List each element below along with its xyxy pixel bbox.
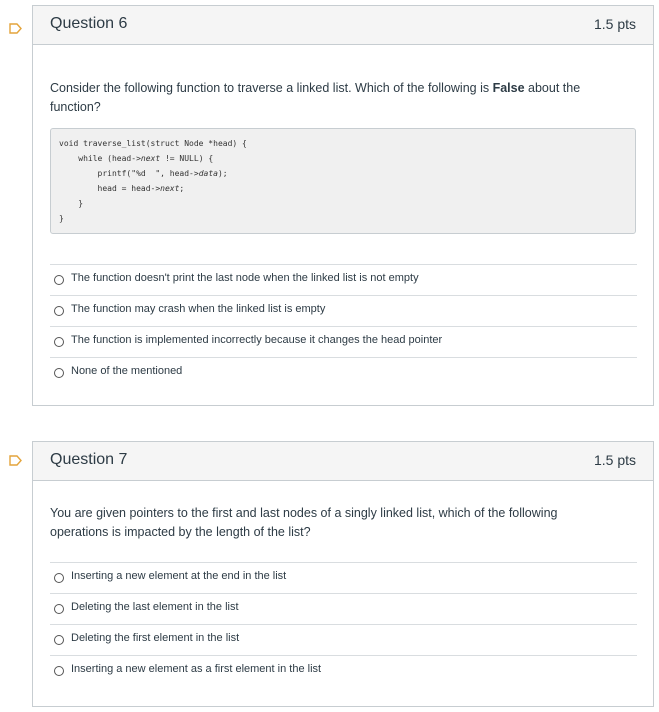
radio-icon[interactable] (54, 635, 64, 645)
code-line: printf("%d ", head->data); (59, 169, 228, 178)
question-header (33, 442, 653, 481)
answer-label[interactable]: The function doesn't print the last node when the linked list is not empty (71, 272, 419, 284)
radio-icon[interactable] (54, 573, 64, 583)
code-block (50, 128, 636, 234)
bookmark-icon[interactable] (9, 23, 22, 34)
answer-option[interactable] (50, 295, 637, 326)
question-7-card (32, 441, 654, 707)
answer-label[interactable]: None of the mentioned (71, 365, 183, 377)
code-line: void traverse_list(struct Node *head) { (59, 139, 247, 148)
answer-label[interactable]: The function may crash when the linked list is empty (71, 303, 326, 315)
answer-option[interactable] (50, 624, 637, 655)
bookmark-icon[interactable] (9, 455, 22, 466)
question-points: 1.5 pts (593, 16, 636, 32)
question-text-emphasis: False (492, 81, 525, 95)
answer-option[interactable] (50, 326, 637, 357)
question-text-part: about the function? (50, 81, 581, 114)
answer-option[interactable] (50, 264, 637, 295)
answer-option[interactable] (50, 655, 637, 686)
code-line: } (59, 199, 84, 208)
question-title: Question 6 (50, 15, 128, 32)
radio-icon[interactable] (54, 306, 64, 316)
radio-icon[interactable] (54, 368, 64, 378)
radio-icon[interactable] (54, 666, 64, 676)
answer-label[interactable]: Deleting the last element in the list (71, 601, 239, 613)
answer-label[interactable]: Inserting a new element as a first element in the list (71, 663, 322, 675)
question-text-part: Consider the following function to traverse a linked list. Which of the following is (50, 81, 493, 95)
question-6-card (32, 5, 654, 406)
radio-icon[interactable] (54, 337, 64, 347)
question-header (33, 6, 653, 45)
answer-list (50, 562, 637, 686)
answer-option[interactable] (50, 593, 637, 624)
radio-icon[interactable] (54, 275, 64, 285)
question-text (50, 79, 630, 117)
answer-option[interactable] (50, 357, 637, 388)
question-title: Question 7 (50, 451, 128, 468)
radio-icon[interactable] (54, 604, 64, 614)
answer-option[interactable] (50, 562, 637, 593)
code-line: while (head->next != NULL) { (59, 154, 214, 163)
answer-label[interactable]: Deleting the first element in the list (71, 632, 240, 644)
answer-label[interactable]: The function is implemented incorrectly because it changes the head pointer (71, 334, 443, 346)
code-line: head = head->next; (59, 184, 185, 193)
question-points: 1.5 pts (593, 452, 636, 468)
code-line: } (59, 214, 64, 223)
answer-list (50, 264, 637, 388)
question-text: You are given pointers to the first and last nodes of a singly linked list, which of the following operations is impacted by the length of the list? (50, 506, 558, 539)
answer-label[interactable]: Inserting a new element at the end in the list (71, 570, 287, 582)
